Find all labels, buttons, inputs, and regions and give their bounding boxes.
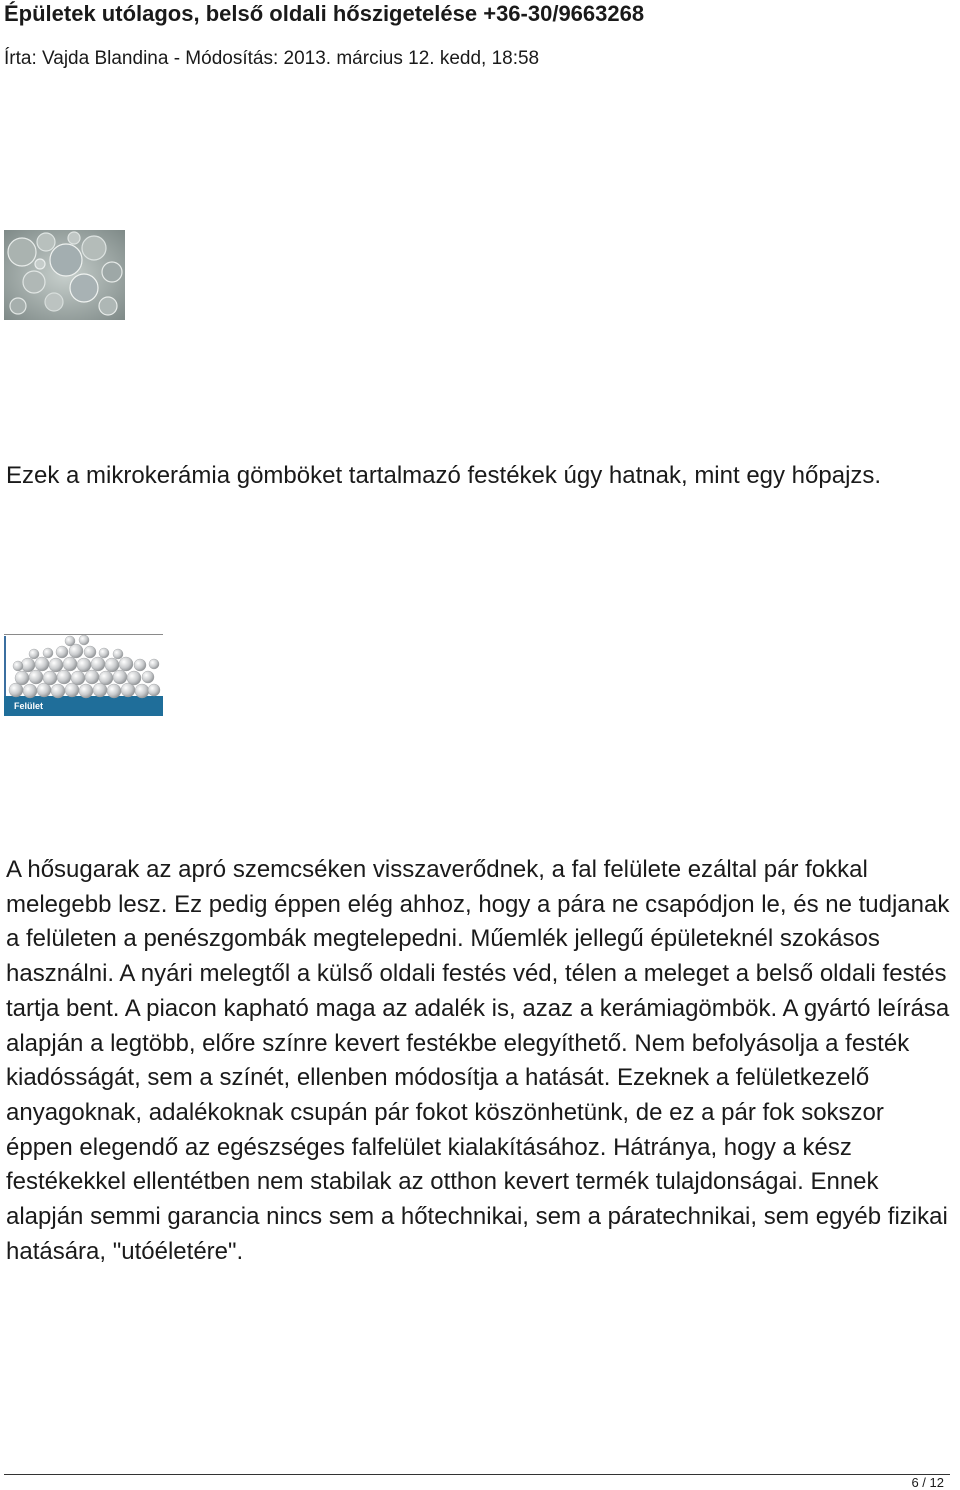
paragraph-main: A hősugarak az apró szemcséken visszaverődnek, a fal felülete ezáltal pár fokkal melegebb lesz. Ez pedig éppen elég ahhoz, hogy a pára ne csapódjon le, és ne tudjanak a felületen a penészgombák megtelepedni. Műemlék jellegű épületeknél szokásos használni. A nyári melegtől a külső oldali festés véd, télen a meleget a belső oldali festés tartja bent. A piacon kapható maga az adalék is, azaz a kerámiagömbök. A gyártó leírása alapján a legtöbb, előre színre kevert festékbe elegyíthető. Nem befolyásolja a festék kiadósságát, sem a színét, ellenben módosítja a hatását. Ezeknek a felületkezelő anyagoknak, adalékoknak csupán pár fokot köszönhetünk, de ez a pár fok sokszor éppen elegendő az egészséges falfelület kialakításához. Hátránya, hogy a kész festékekkel ellentétben nem stabilak az otthon kevert termék tulajdonságai. Ennek alapján semmi garancia nincs sem a hőtechnikai, sem a páratechnikai, sem egyéb fizikai hatására, "utóéletére". — [6, 856, 950, 1265]
footer-divider — [4, 1474, 950, 1475]
article-meta: Írta: Vajda Blandina - Módosítás: 2013. március 12. kedd, 18:58 — [4, 48, 540, 69]
microsphere-photo — [4, 230, 125, 320]
page-title: Épületek utólagos, belső oldali hőszigetelése +36-30/9663268 — [4, 1, 645, 26]
page-number: 6 / 12 — [911, 1475, 944, 1490]
ceramic-spheres-diagram — [4, 634, 163, 716]
paragraph-heat-shield: Ezek a mikrokerámia gömböket tartalmazó festékek úgy hatnak, mint egy hőpajzs. — [6, 462, 882, 489]
diagram-label: Felület — [14, 701, 44, 711]
